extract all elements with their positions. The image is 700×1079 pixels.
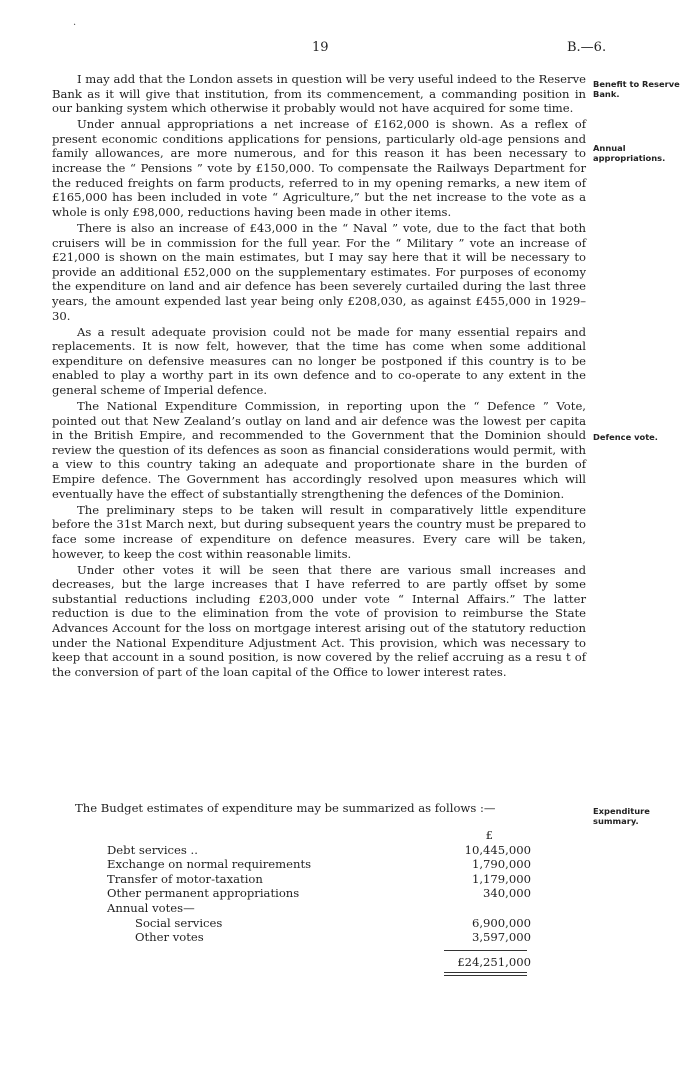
page-number: 19 — [312, 40, 329, 55]
paragraph: As a result adequate provision could not be made for many essential repairs and replacements. It is now felt, however, that the time has come when some additional expenditure on defensive measures can no longer be postponed if this country is to be enabled to play a worthy part in its own defence and to co-operate to any extent in the general scheme of Imperial defence. — [52, 324, 586, 397]
margin-note-annual: Annual appropriations. — [593, 143, 666, 163]
table-row — [107, 916, 531, 931]
double-rule-top — [444, 972, 527, 973]
table-row — [107, 857, 531, 872]
table-row — [107, 901, 531, 916]
row-value: 3,597,000 — [471, 930, 531, 945]
row-value: 10,445,000 — [464, 842, 531, 857]
row-value: 340,000 — [483, 886, 531, 901]
row-label: Transfer of motor-taxation — [107, 871, 263, 886]
table-row — [107, 872, 531, 887]
row-value: 1,790,000 — [471, 857, 531, 872]
total-rule — [444, 950, 527, 951]
paragraph: The preliminary steps to be taken will result in comparatively little expenditure before the 31st March next, but during subsequent years the country must be prepared to face some increase of expenditure on defence measures. Every care will be taken, however, to keep the cost within reasonable limits. — [52, 502, 586, 561]
row-label: Annual votes— — [107, 900, 195, 915]
summary-intro: The Budget estimates of expenditure may be summarized as follows :— — [75, 801, 496, 815]
row-label: Social services — [135, 915, 223, 930]
paragraph: There is also an increase of £43,000 in the “ Naval ” vote, due to the fact that both cruisers will be in commission for the full year. For the “ Military ” vote an increase of £21,000 is shown on the main estimates, but I may say here that it will be necessary to provide an additional £52,000 on the supplementary estimates. For purposes of economy the expenditure on land and air defence has been severely curtailed during the last three years, the amount expended last year being only £208,030, as against £455,000 in 1929–30. — [52, 220, 586, 323]
row-value: 1,179,000 — [471, 871, 531, 886]
paragraph: Under other votes it will be seen that there are various small increases and decreases, but the large increases that I have referred to are partly offset by some substantial reductions including £203,000 under vote “ Internal Affairs.” The latter reduction is due to the elimination from the vote of provision to reimburse the State Advances Account for the loss on mortgage interest arising out of the statutory reduction under the National Expenditure Adjustment Act. This provision, which was necessary to keep that account in a sound position, is now covered by the relief accruing as a resu t of the conversion of part of the loan capital of the Office to lower interest rates. — [52, 562, 586, 679]
margin-note-defence: Defence vote. — [593, 432, 658, 442]
margin-note-summary: Expenditure summary. — [593, 806, 650, 826]
paragraph: I may add that the London assets in question will be very useful indeed to the Reserve Bank as it will give that institution, from its commencement, a commanding position in our banking system which otherwise it probably would not have acquired for some time. — [52, 72, 586, 116]
table-row — [107, 843, 531, 858]
row-label: Other votes — [135, 930, 204, 945]
double-rule-bottom — [444, 975, 527, 976]
stray-mark: · — [73, 20, 77, 31]
currency-symbol: £ — [485, 828, 493, 842]
paragraph: The National Expenditure Commission, in reporting upon the “ Defence ” Vote, pointed out that New Zealand’s outlay on land and air defence was the lowest per capita in the British Empire, and recommended to the Government that the Dominion should review the question of its defences as soon as financial considerations would permit, with a view to this country taking an adequate and proportionate share in the burden of Empire defence. The Government has accordingly resolved upon measures which will eventually have the effect of substantially strengthening the defences of the Dominion. — [52, 399, 586, 501]
margin-note-benefit: Benefit to Reserve Bank. — [593, 79, 680, 99]
paragraph: Under annual appropriations a net increase of £162,000 is shown. As a reflex of present economic conditions applications for pensions, particularly old-age pensions and family allowances, are more numerous, and for this reason it has been necessary to increase the “ Pensions ” vote by £150,000. To compensate the Railways Department for the reduced freights on farm products, referred to in my opening remarks, a new item of £165,000 has been included in vote “ Agriculture,” but the net increase to the vote as a whole is only £98,000, reductions having been made in other items. — [52, 117, 586, 219]
row-value: 6,900,000 — [471, 915, 531, 930]
table-row — [107, 930, 531, 945]
expenditure-summary-table — [107, 828, 531, 945]
body-text — [52, 72, 586, 681]
summary-total: £24,251,000 — [457, 955, 531, 969]
row-label: Other permanent appropriations — [107, 886, 300, 901]
table-row — [107, 886, 531, 901]
row-label: Exchange on normal requirements — [107, 857, 312, 872]
document-code: B.—6. — [567, 40, 607, 55]
row-label: Debt services .. — [107, 842, 198, 857]
